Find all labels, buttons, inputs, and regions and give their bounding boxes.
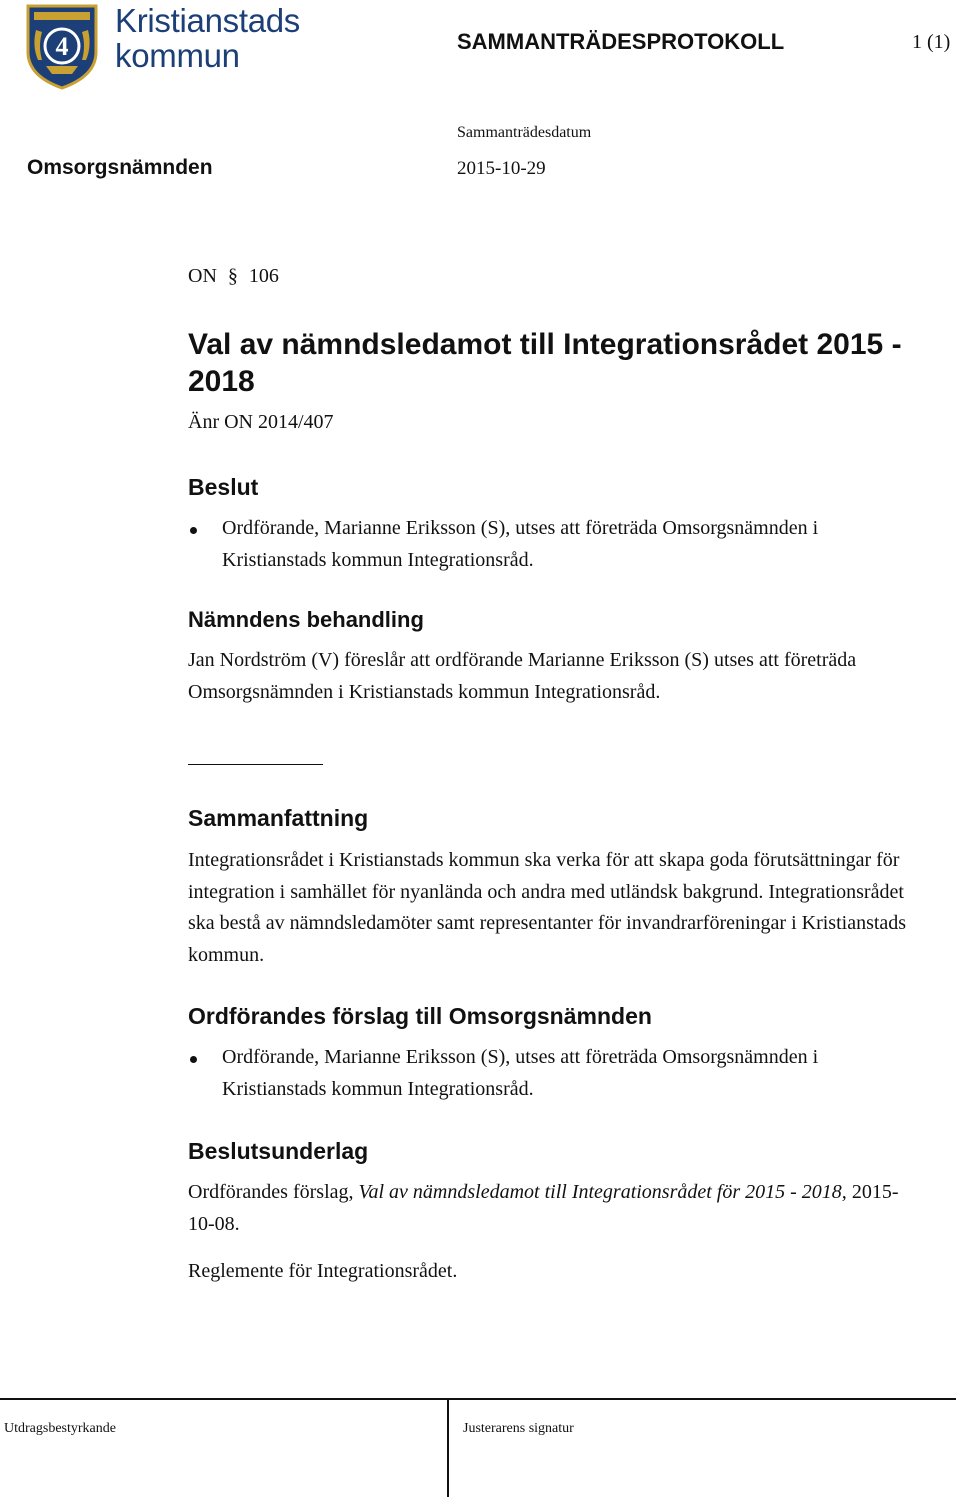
heading-behandling: Nämndens behandling bbox=[188, 607, 424, 632]
svg-text:4: 4 bbox=[55, 32, 69, 61]
underlag-document-title: Val av nämndsledamot till Integrationsrådet för 2015 - 2018, bbox=[358, 1181, 847, 1203]
section-sign: § bbox=[227, 265, 238, 287]
underlag-prefix: Ordförandes förslag, bbox=[188, 1181, 359, 1203]
case-number bbox=[188, 265, 908, 288]
behandling-text: Jan Nordström (V) föreslår att ordförande Marianne Eriksson (S) utses att företräda Omsorgsnämnden i Kristianstads kommun Integrationsråd. bbox=[188, 649, 857, 703]
sammanfattning-text: Integrationsrådet i Kristianstads kommun ska verka för att skapa goda förutsättningar för integration i samhället för nyanlända och andra med utländsk bakgrund. Integrationsrådet ska bestå av nämndsledamöter samt representanter för invandrarföreningar i Kristianstads kommun. bbox=[188, 849, 907, 966]
page-number: 1 (1) bbox=[912, 31, 951, 53]
separator-line bbox=[188, 764, 323, 765]
meeting-date: 2015-10-29 bbox=[457, 158, 546, 179]
logo-wordmark-line-1: Kristianstads bbox=[115, 2, 301, 39]
heading-beslut: Beslut bbox=[188, 474, 259, 500]
beslut-text: Ordförande, Marianne Eriksson (S), utses att företräda Omsorgsnämnden i Kristianstads kommun Integrationsråd. bbox=[222, 517, 819, 571]
beslutsunderlag-item bbox=[188, 1177, 908, 1240]
heading-sammanfattning: Sammanfattning bbox=[188, 805, 369, 831]
beslutsunderlag-item: Reglemente för Integrationsrådet. bbox=[188, 1260, 458, 1282]
footer-top-border bbox=[0, 1398, 956, 1400]
case-prefix: ON bbox=[188, 265, 217, 287]
coat-of-arms-icon bbox=[22, 0, 102, 90]
footer-divider bbox=[447, 1398, 449, 1497]
meeting-date-label: Sammanträdesdatum bbox=[457, 124, 592, 141]
heading-forslag: Ordförandes förslag till Omsorgsnämnden bbox=[188, 1003, 652, 1029]
committee-name: Omsorgsnämnden bbox=[27, 156, 213, 179]
document-title: Val av nämndsledamot till Integrationsrådet 2015 - 2018 bbox=[188, 328, 902, 398]
underlag-date: 2015-10-08. bbox=[188, 1181, 899, 1235]
case-number-value: 106 bbox=[248, 265, 279, 287]
forslag-text: Ordförande, Marianne Eriksson (S), utses att företräda Omsorgsnämnden i Kristianstads kommun Integrationsråd. bbox=[222, 1046, 819, 1100]
bullet-icon bbox=[190, 1056, 197, 1063]
footer-label-justerarens-signatur: Justerarens signatur bbox=[463, 1421, 574, 1436]
reference-number: Änr ON 2014/407 bbox=[188, 411, 334, 433]
logo-wordmark-line-2: kommun bbox=[115, 37, 240, 74]
heading-beslutsunderlag: Beslutsunderlag bbox=[188, 1138, 369, 1164]
document-type: SAMMANTRÄDESPROTOKOLL bbox=[457, 29, 785, 54]
bullet-icon bbox=[190, 527, 197, 534]
footer-label-utdragsbestyrkande: Utdragsbestyrkande bbox=[4, 1421, 116, 1436]
